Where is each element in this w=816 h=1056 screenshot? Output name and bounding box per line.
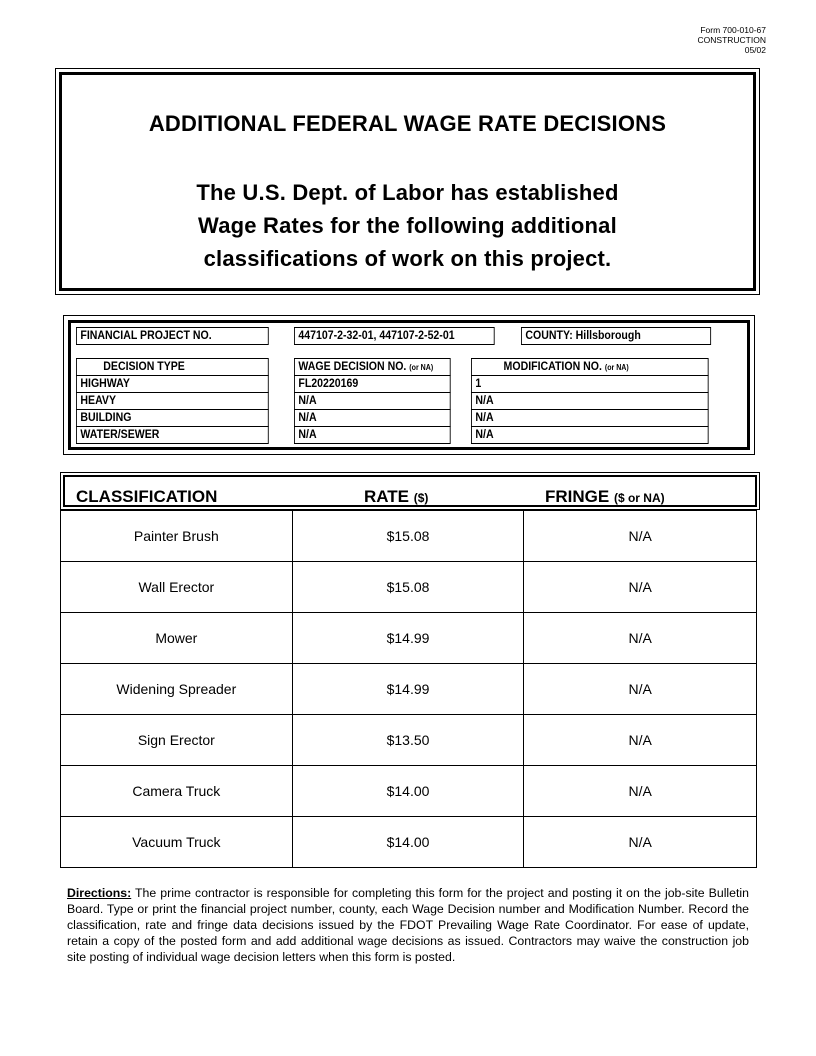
classification-name: Sign Erector (61, 715, 293, 766)
decision-type-highway: HIGHWAY (76, 375, 269, 393)
classification-rate: $14.00 (292, 817, 524, 868)
fringe-column-label: FRINGE (545, 487, 610, 506)
decision-type-heavy: HEAVY (76, 392, 269, 410)
wage-decision-highway: FL20220169 (294, 375, 451, 393)
modification-header-note: (or NA) (604, 363, 629, 372)
financial-project-label: FINANCIAL PROJECT NO. (76, 327, 269, 345)
subtitle-line-1: The U.S. Dept. of Labor has established (196, 180, 619, 205)
classification-fringe: N/A (524, 817, 757, 868)
form-date-line: 05/02 (744, 45, 766, 55)
table-row (61, 664, 757, 715)
table-row (61, 817, 757, 868)
rate-column-label: RATE (364, 487, 410, 506)
modification-header (471, 358, 709, 376)
classification-rate: $14.99 (292, 664, 524, 715)
classification-name: Mower (61, 613, 293, 664)
subtitle-line-3: classifications of work on this project. (203, 246, 612, 271)
classification-header-box (60, 472, 760, 510)
modification-water-sewer: N/A (471, 426, 709, 444)
wage-decision-header-note: (or NA) (409, 363, 434, 372)
classification-fringe: N/A (524, 562, 757, 613)
classification-fringe: N/A (524, 664, 757, 715)
wage-decision-header-label: WAGE DECISION NO. (298, 359, 407, 373)
modification-building: N/A (471, 409, 709, 427)
form-category-line: CONSTRUCTION (697, 35, 766, 45)
wage-decision-heavy: N/A (294, 392, 451, 410)
modification-highway: 1 (471, 375, 709, 393)
classification-rate: $15.08 (292, 562, 524, 613)
decision-type-header: DECISION TYPE (76, 358, 269, 376)
county-field: COUNTY: Hillsborough (521, 327, 711, 345)
classification-name: Painter Brush (61, 511, 293, 562)
classification-fringe: N/A (524, 613, 757, 664)
classification-rate: $14.00 (292, 766, 524, 817)
classification-rate: $15.08 (292, 511, 524, 562)
wage-decision-header (294, 358, 451, 376)
directions-text (67, 885, 749, 965)
modification-header-label: MODIFICATION NO. (503, 359, 602, 373)
classification-name: Widening Spreader (61, 664, 293, 715)
financial-project-value: 447107-2-32-01, 447107-2-52-01 (294, 327, 495, 345)
directions-label: Directions: (67, 886, 132, 900)
title-banner (55, 68, 760, 295)
classification-name: Camera Truck (61, 766, 293, 817)
wage-decision-water-sewer: N/A (294, 426, 451, 444)
classification-column-header: CLASSIFICATION (76, 487, 218, 506)
classification-table (60, 510, 757, 868)
table-row (61, 766, 757, 817)
subtitle-line-2: Wage Rates for the following additional (198, 213, 617, 238)
table-row (61, 613, 757, 664)
classification-rate: $14.99 (292, 613, 524, 664)
form-number-line: Form 700-010-67 (700, 25, 766, 35)
decision-type-building: BUILDING (76, 409, 269, 427)
project-info-box (63, 315, 755, 455)
banner-subtitle (62, 176, 753, 275)
modification-heavy: N/A (471, 392, 709, 410)
table-row (61, 562, 757, 613)
decision-type-water-sewer: WATER/SEWER (76, 426, 269, 444)
fringe-column-header (545, 487, 665, 507)
classification-rate: $13.50 (292, 715, 524, 766)
page-title: ADDITIONAL FEDERAL WAGE RATE DECISIONS (148, 111, 667, 136)
classification-name: Wall Erector (61, 562, 293, 613)
classification-fringe: N/A (524, 715, 757, 766)
rate-column-unit: ($) (413, 491, 429, 505)
classification-name: Vacuum Truck (61, 817, 293, 868)
form-number (698, 25, 766, 55)
classification-fringe: N/A (524, 511, 757, 562)
directions-body: The prime contractor is responsible for completing this form for the project and posting it on the job-site Bulletin Board. Type or print the financial project number, county, each Wage Decision number and Modification Number. Record the classification, rate and fringe data decisions issued by the FDOT Prevailing Wage Rate Coordinator. For ease of update, retain a copy of the posted form and add additional wage decisions as issued. Contractors may waive the construction job site posting of individual wage decision letters when this form is posted. (67, 886, 749, 964)
rate-column-header (364, 487, 428, 507)
wage-decision-building: N/A (294, 409, 451, 427)
table-row (61, 715, 757, 766)
classification-fringe: N/A (524, 766, 757, 817)
table-row (61, 511, 757, 562)
fringe-column-unit: ($ or NA) (613, 491, 665, 505)
